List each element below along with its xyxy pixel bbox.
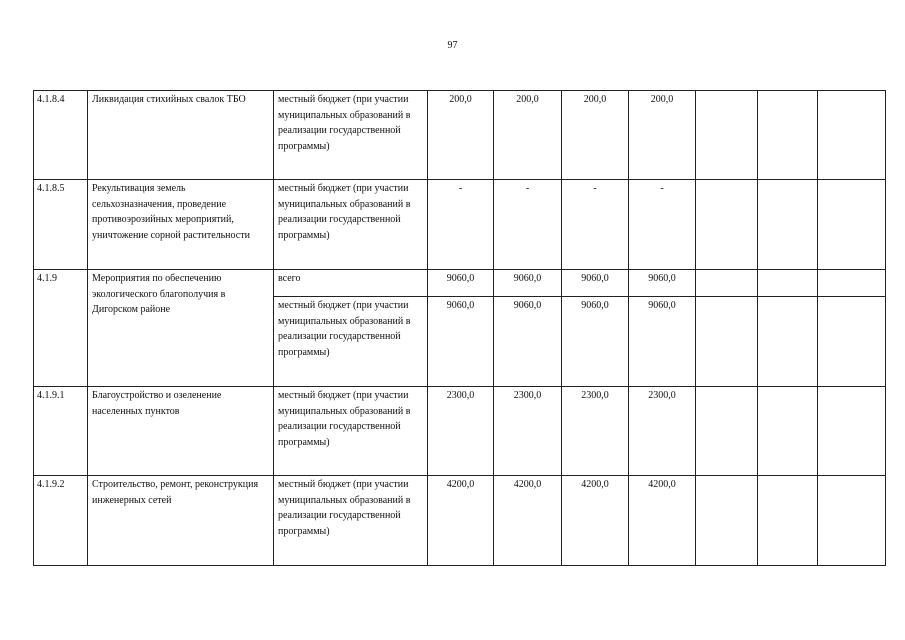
empty-cell: [696, 91, 758, 180]
table-row: [34, 91, 886, 180]
funding-source: местный бюджет (при участии муниципальных образований в реализации государственной программы): [274, 297, 428, 387]
funding-source: местный бюджет (при участии муниципальных образований в реализации государственной программы): [274, 476, 428, 566]
empty-cell: [818, 387, 886, 476]
value-cell: 9060,0: [562, 297, 629, 387]
empty-cell: [696, 476, 758, 566]
row-name: Строительство, ремонт, реконструкция инженерных сетей: [88, 476, 274, 566]
empty-cell: [758, 476, 818, 566]
empty-cell: [818, 297, 886, 387]
value-cell: 4200,0: [562, 476, 629, 566]
value-cell: 200,0: [629, 91, 696, 180]
empty-cell: [818, 270, 886, 297]
row-name: Благоустройство и озеленение населенных пунктов: [88, 387, 274, 476]
value-cell: 9060,0: [562, 270, 629, 297]
value-cell: 200,0: [562, 91, 629, 180]
value-cell: 2300,0: [562, 387, 629, 476]
budget-table: [33, 90, 886, 566]
empty-cell: [758, 297, 818, 387]
value-cell: -: [428, 180, 494, 270]
value-cell: 4200,0: [428, 476, 494, 566]
row-name: Ликвидация стихийных свалок ТБО: [88, 91, 274, 180]
empty-cell: [696, 180, 758, 270]
empty-cell: [818, 476, 886, 566]
empty-cell: [758, 180, 818, 270]
table-row: [34, 180, 886, 270]
table-row: [34, 270, 886, 297]
value-cell: 9060,0: [428, 270, 494, 297]
value-cell: 9060,0: [494, 297, 562, 387]
empty-cell: [818, 180, 886, 270]
table-row: [34, 387, 886, 476]
value-cell: 2300,0: [629, 387, 696, 476]
empty-cell: [758, 270, 818, 297]
empty-cell: [818, 91, 886, 180]
row-name: Мероприятия по обеспечению экологического благополучия в Дигорском районе: [88, 270, 274, 387]
empty-cell: [696, 297, 758, 387]
value-cell: 2300,0: [428, 387, 494, 476]
value-cell: 9060,0: [629, 297, 696, 387]
page-number: 97: [447, 40, 458, 51]
value-cell: -: [629, 180, 696, 270]
value-cell: 2300,0: [494, 387, 562, 476]
value-cell: 200,0: [494, 91, 562, 180]
row-code: 4.1.8.4: [34, 91, 88, 180]
empty-cell: [758, 91, 818, 180]
empty-cell: [696, 387, 758, 476]
value-cell: 9060,0: [629, 270, 696, 297]
row-code: 4.1.8.5: [34, 180, 88, 270]
value-cell: -: [494, 180, 562, 270]
funding-source: местный бюджет (при участии муниципальных образований в реализации государственной программы): [274, 180, 428, 270]
value-cell: 4200,0: [629, 476, 696, 566]
value-cell: -: [562, 180, 629, 270]
row-code: 4.1.9: [34, 270, 88, 387]
row-code: 4.1.9.2: [34, 476, 88, 566]
funding-source: местный бюджет (при участии муниципальных образований в реализации государственной программы): [274, 387, 428, 476]
row-code: 4.1.9.1: [34, 387, 88, 476]
value-cell: 200,0: [428, 91, 494, 180]
empty-cell: [696, 270, 758, 297]
value-cell: 9060,0: [494, 270, 562, 297]
funding-source: местный бюджет (при участии муниципальных образований в реализации государственной программы): [274, 91, 428, 180]
value-cell: 4200,0: [494, 476, 562, 566]
row-name: Рекультивация земель сельхозназначения, проведение противоэрозийных мероприятий, уничтожение сорной растительности: [88, 180, 274, 270]
table-row: [34, 476, 886, 566]
value-cell: 9060,0: [428, 297, 494, 387]
funding-source: всего: [274, 270, 428, 297]
empty-cell: [758, 387, 818, 476]
